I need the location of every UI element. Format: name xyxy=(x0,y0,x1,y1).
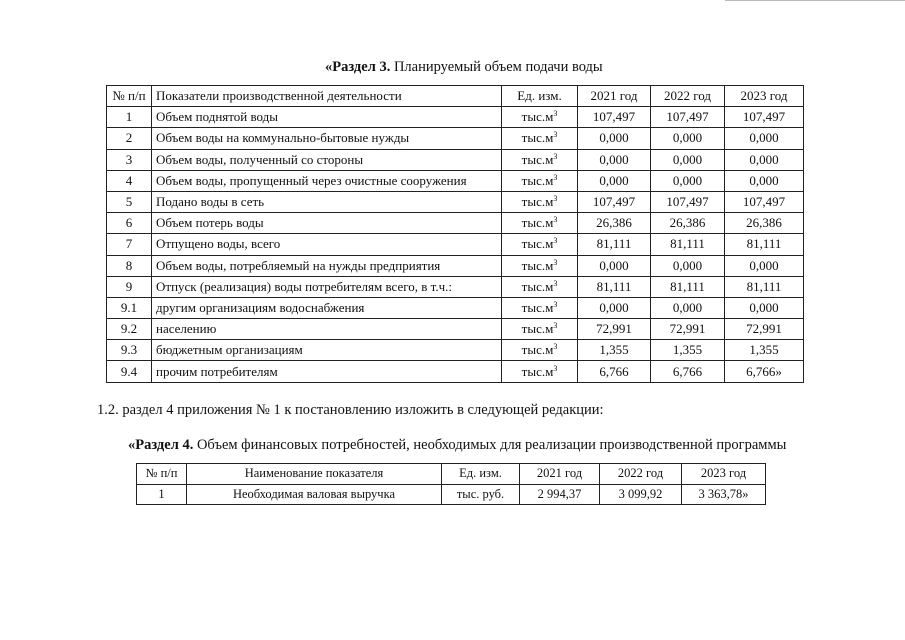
amendment-paragraph: 1.2. раздел 4 приложения № 1 к постановлению изложить в следующей редакции: xyxy=(97,402,604,418)
row-value-2021: 0,000 xyxy=(578,149,651,170)
header-2022: 2022 год xyxy=(600,464,682,485)
unit-base: тыс.м xyxy=(521,194,554,210)
header-2022: 2022 год xyxy=(651,86,725,107)
header-num: № п/п xyxy=(107,86,152,107)
header-unit: Ед. изм. xyxy=(442,464,520,485)
row-value-2021: 0,000 xyxy=(578,255,651,276)
row-value-2021: 6,766 xyxy=(578,361,651,382)
row-value-2023: 6,766» xyxy=(725,361,804,382)
header-2021: 2021 год xyxy=(520,464,600,485)
row-value-2021: 81,111 xyxy=(578,276,651,297)
table-row xyxy=(107,191,804,212)
row-value-2021: 107,497 xyxy=(578,107,651,128)
section3-heading-rest: Планируемый объем подачи воды xyxy=(390,59,603,75)
header-2023: 2023 год xyxy=(725,86,804,107)
row-num: 9.4 xyxy=(107,361,152,382)
unit-base: тыс.м xyxy=(521,151,554,167)
row-value-2021: 107,497 xyxy=(578,191,651,212)
row-num: 1 xyxy=(137,484,187,505)
row-value-2023: 0,000 xyxy=(725,297,804,318)
header-indicator-name: Наименование показателя xyxy=(187,464,442,485)
unit-superscript: 3 xyxy=(553,321,558,331)
row-value-2023: 81,111 xyxy=(725,276,804,297)
unit-superscript: 3 xyxy=(553,257,558,267)
table-row xyxy=(107,213,804,234)
row-indicator: Отпущено воды, всего xyxy=(152,234,502,255)
section3-table-body xyxy=(107,107,804,382)
row-unit xyxy=(502,276,578,297)
row-value-2022: 72,991 xyxy=(651,319,725,340)
row-unit xyxy=(502,213,578,234)
unit-base: тыс.м xyxy=(521,109,554,125)
row-num: 8 xyxy=(107,255,152,276)
unit-superscript: 3 xyxy=(553,109,558,119)
header-num: № п/п xyxy=(137,464,187,485)
row-value-2023: 0,000 xyxy=(725,255,804,276)
row-value-2022: 0,000 xyxy=(651,128,725,149)
row-num: 5 xyxy=(107,191,152,212)
row-value-2022: 0,000 xyxy=(651,170,725,191)
row-value-2022: 0,000 xyxy=(651,297,725,318)
table-row xyxy=(107,319,804,340)
table-row xyxy=(107,128,804,149)
unit-base: тыс.м xyxy=(521,342,554,358)
section3-heading-bold: «Раздел 3. xyxy=(325,59,391,75)
row-indicator: Подано воды в сеть xyxy=(152,191,502,212)
unit-base: тыс.м xyxy=(521,236,554,252)
unit-superscript: 3 xyxy=(553,172,558,182)
row-num: 9.1 xyxy=(107,297,152,318)
row-num: 3 xyxy=(107,149,152,170)
row-value-2022: 107,497 xyxy=(651,107,725,128)
row-value-2023: 0,000 xyxy=(725,149,804,170)
row-indicator-name: Необходимая валовая выручка xyxy=(187,484,442,505)
section4-table xyxy=(136,463,766,505)
row-value-2023: 26,386 xyxy=(725,213,804,234)
row-value-2023: 72,991 xyxy=(725,319,804,340)
row-unit xyxy=(502,149,578,170)
table-header-row xyxy=(137,464,766,485)
section3-heading xyxy=(325,59,603,76)
row-indicator: Объем воды, потребляемый на нужды предприятия xyxy=(152,255,502,276)
row-indicator: Объем воды, пропущенный через очистные сооружения xyxy=(152,170,502,191)
unit-base: тыс.м xyxy=(521,321,554,337)
row-num: 7 xyxy=(107,234,152,255)
unit-superscript: 3 xyxy=(553,278,558,288)
row-num: 9.2 xyxy=(107,319,152,340)
table-row xyxy=(107,255,804,276)
row-indicator: Отпуск (реализация) воды потребителям всего, в т.ч.: xyxy=(152,276,502,297)
row-indicator: Объем поднятой воды xyxy=(152,107,502,128)
row-indicator: Объем потерь воды xyxy=(152,213,502,234)
row-value-2023: 0,000 xyxy=(725,128,804,149)
row-value-2023: 107,497 xyxy=(725,191,804,212)
row-value-2022: 0,000 xyxy=(651,149,725,170)
unit-base: тыс.м xyxy=(521,257,554,273)
row-value-2022: 6,766 xyxy=(651,361,725,382)
unit-base: тыс.м xyxy=(521,299,554,315)
row-value-2021: 0,000 xyxy=(578,128,651,149)
row-value-2021: 81,111 xyxy=(578,234,651,255)
row-indicator: бюджетным организациям xyxy=(152,340,502,361)
table-row xyxy=(107,170,804,191)
table-row xyxy=(107,340,804,361)
row-value-2022: 26,386 xyxy=(651,213,725,234)
table-row xyxy=(107,149,804,170)
scan-edge-mark xyxy=(725,0,905,1)
row-value-2023: 0,000 xyxy=(725,170,804,191)
row-value-2023: 1,355 xyxy=(725,340,804,361)
row-indicator: Объем воды, полученный со стороны xyxy=(152,149,502,170)
unit-superscript: 3 xyxy=(553,342,558,352)
table-row xyxy=(137,484,766,505)
row-num: 6 xyxy=(107,213,152,234)
row-num: 2 xyxy=(107,128,152,149)
header-indicator: Показатели производственной деятельности xyxy=(152,86,502,107)
row-unit: тыс. руб. xyxy=(442,484,520,505)
row-num: 4 xyxy=(107,170,152,191)
header-2021: 2021 год xyxy=(578,86,651,107)
table-row xyxy=(107,361,804,382)
row-value-2021: 0,000 xyxy=(578,297,651,318)
unit-base: тыс.м xyxy=(521,363,554,379)
row-value-2022: 3 099,92 xyxy=(600,484,682,505)
row-value-2022: 0,000 xyxy=(651,255,725,276)
row-unit xyxy=(502,107,578,128)
table-row xyxy=(107,276,804,297)
unit-superscript: 3 xyxy=(553,299,558,309)
header-unit: Ед. изм. xyxy=(502,86,578,107)
unit-superscript: 3 xyxy=(553,194,558,204)
row-unit xyxy=(502,319,578,340)
row-unit xyxy=(502,297,578,318)
table-header-row xyxy=(107,86,804,107)
row-indicator: прочим потребителям xyxy=(152,361,502,382)
row-unit xyxy=(502,255,578,276)
row-value-2021: 26,386 xyxy=(578,213,651,234)
row-value-2023: 3 363,78» xyxy=(682,484,766,505)
unit-superscript: 3 xyxy=(553,236,558,246)
unit-base: тыс.м xyxy=(521,172,554,188)
row-unit xyxy=(502,191,578,212)
row-num: 1 xyxy=(107,107,152,128)
table-row xyxy=(107,234,804,255)
row-unit xyxy=(502,128,578,149)
unit-superscript: 3 xyxy=(553,363,558,373)
row-indicator: другим организациям водоснабжения xyxy=(152,297,502,318)
row-unit xyxy=(502,170,578,191)
section4-table-body xyxy=(137,484,766,505)
section4-heading xyxy=(128,437,786,454)
row-indicator: населению xyxy=(152,319,502,340)
section4-heading-bold: «Раздел 4. xyxy=(128,437,194,453)
unit-superscript: 3 xyxy=(553,151,558,161)
unit-superscript: 3 xyxy=(553,215,558,225)
unit-base: тыс.м xyxy=(521,278,554,294)
unit-superscript: 3 xyxy=(553,130,558,140)
section4-heading-rest: Объем финансовых потребностей, необходимых для реализации производственной программы xyxy=(193,437,787,453)
table-row xyxy=(107,107,804,128)
row-value-2022: 81,111 xyxy=(651,276,725,297)
unit-base: тыс.м xyxy=(521,215,554,231)
row-unit xyxy=(502,340,578,361)
section3-table xyxy=(106,85,804,383)
row-value-2023: 81,111 xyxy=(725,234,804,255)
row-value-2021: 0,000 xyxy=(578,170,651,191)
row-num: 9.3 xyxy=(107,340,152,361)
row-value-2022: 81,111 xyxy=(651,234,725,255)
row-unit xyxy=(502,234,578,255)
unit-base: тыс.м xyxy=(521,130,554,146)
row-value-2022: 107,497 xyxy=(651,191,725,212)
row-unit xyxy=(502,361,578,382)
row-value-2022: 1,355 xyxy=(651,340,725,361)
row-indicator: Объем воды на коммунально-бытовые нужды xyxy=(152,128,502,149)
row-value-2021: 1,355 xyxy=(578,340,651,361)
row-value-2021: 72,991 xyxy=(578,319,651,340)
header-2023: 2023 год xyxy=(682,464,766,485)
row-value-2021: 2 994,37 xyxy=(520,484,600,505)
row-num: 9 xyxy=(107,276,152,297)
table-row xyxy=(107,297,804,318)
row-value-2023: 107,497 xyxy=(725,107,804,128)
